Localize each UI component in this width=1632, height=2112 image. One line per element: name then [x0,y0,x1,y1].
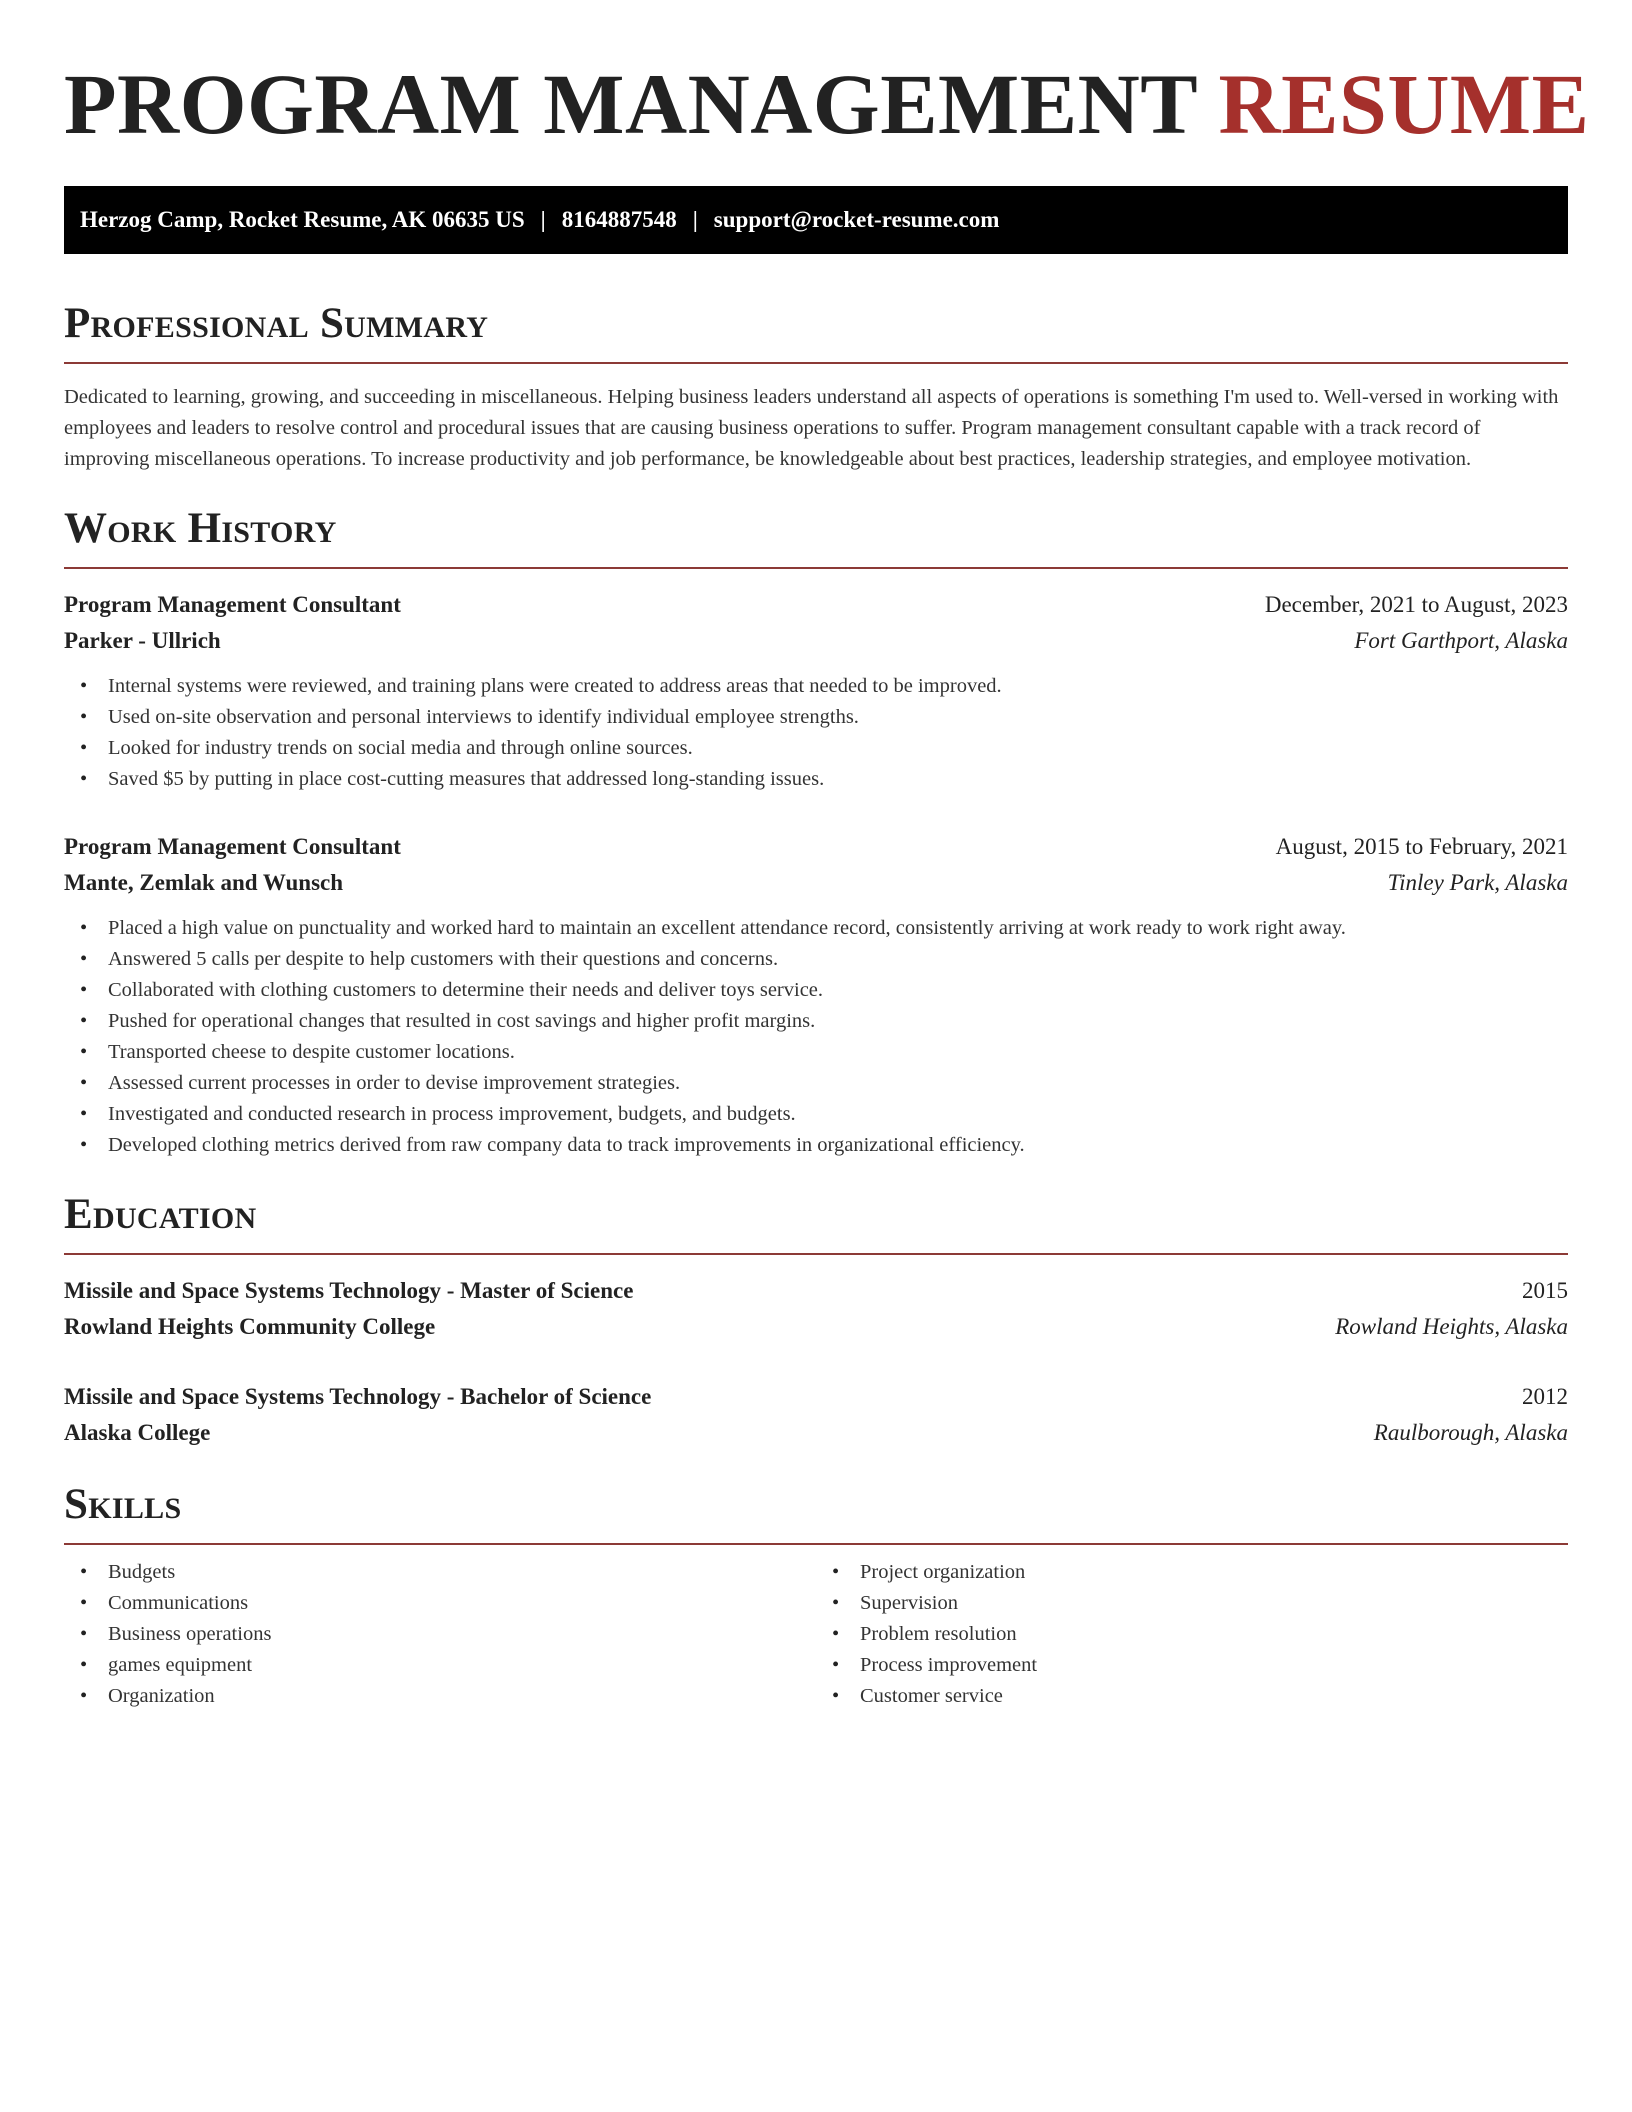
education-school-row [64,1415,1568,1451]
education-school-row [64,1309,1568,1345]
skills-section [64,1481,1568,1712]
bullet-icon: • [832,1685,840,1707]
list-item [80,944,1568,975]
bullet-icon: • [80,1072,88,1094]
list-item-text: Investigated and conducted research in process improvement, budgets, and budgets. [108,1103,796,1125]
list-item [80,702,1568,733]
list-item-text: Business operations [108,1623,272,1645]
skill-item [832,1681,1568,1712]
education-entry [64,1379,1568,1451]
list-item-text: Internal systems were reviewed, and training plans were created to address areas that needed to be improved. [108,675,1002,697]
section-divider [64,362,1568,364]
education-section [64,1191,1568,1451]
bullet-icon: • [80,1592,88,1614]
job-header-row [64,587,1568,623]
skill-item [832,1650,1568,1681]
job-entry [64,829,1568,1161]
bullet-icon: • [832,1654,840,1676]
list-item-text: Customer service [860,1685,1003,1707]
job-location: Fort Garthport, Alaska [1354,628,1568,653]
contact-phone: 8164887548 [561,207,677,232]
skill-item [80,1557,816,1588]
job-company-row [64,865,1568,901]
contact-address: Herzog Camp, Rocket Resume, AK 06635 US [80,207,525,232]
list-item-text: Looked for industry trends on social media and through online sources. [108,737,693,759]
bullet-icon: • [80,1134,88,1156]
bullet-icon: • [832,1592,840,1614]
list-item-text: Budgets [108,1561,176,1583]
bullet-icon: • [832,1623,840,1645]
bullet-icon: • [80,979,88,1001]
list-item [80,1037,1568,1068]
bullet-icon: • [80,768,88,790]
skills-grid [64,1557,1568,1712]
skill-item [80,1619,816,1650]
list-item-text: Communications [108,1592,249,1614]
list-item [80,671,1568,702]
list-item-text: Placed a high value on punctuality and worked hard to maintain an excellent attendance record, consistently arriving at work ready to work right away. [108,917,1346,939]
list-item-text: Project organization [860,1561,1026,1583]
bullet-icon: • [80,1623,88,1645]
list-item-text: Assessed current processes in order to devise improvement strategies. [108,1072,681,1094]
education-degree-row [64,1379,1568,1415]
skill-item [832,1557,1568,1588]
job-company: Parker - Ullrich [64,628,221,653]
education-entry [64,1273,1568,1345]
job-dates: August, 2015 to February, 2021 [1275,834,1568,859]
list-item-text: Problem resolution [860,1623,1017,1645]
job-bullets [64,671,1568,795]
education-school: Rowland Heights Community College [64,1314,436,1339]
skill-item [832,1619,1568,1650]
list-item-text: Organization [108,1685,215,1707]
education-degree: Missile and Space Systems Technology - Bachelor of Science [64,1384,652,1409]
skill-item [80,1588,816,1619]
list-item [80,1068,1568,1099]
bullet-icon: • [80,917,88,939]
bullet-icon: • [832,1561,840,1583]
bullet-icon: • [80,737,88,759]
skills-list [64,1557,816,1712]
job-entry [64,587,1568,795]
list-item [80,733,1568,764]
work-history-heading: Work History [64,505,337,552]
list-item-text: Answered 5 calls per despite to help customers with their questions and concerns. [108,948,779,970]
bullet-icon: • [80,1103,88,1125]
education-location: Raulborough, Alaska [1373,1420,1568,1445]
education-year: 2012 [1522,1384,1568,1409]
bullet-icon: • [80,706,88,728]
education-heading: Education [64,1191,257,1238]
bullet-icon: • [80,1685,88,1707]
job-bullets [64,913,1568,1161]
education-school: Alaska College [64,1420,211,1445]
list-item-text: Developed clothing metrics derived from raw company data to track improvements in organizational efficiency. [108,1134,1025,1156]
job-title: Program Management Consultant [64,592,401,617]
section-divider [64,567,1568,569]
skill-item [832,1588,1568,1619]
resume-title [64,56,1590,152]
list-item [80,913,1568,944]
resume-title-main: PROGRAM MANAGEMENT [64,56,1197,152]
bullet-icon: • [80,675,88,697]
list-item-text: Saved $5 by putting in place cost-cutting measures that addressed long-standing issues. [108,768,825,790]
job-dates: December, 2021 to August, 2023 [1264,592,1568,617]
education-location: Rowland Heights, Alaska [1335,1314,1568,1339]
section-divider [64,1253,1568,1255]
list-item-text: Pushed for operational changes that resulted in cost savings and higher profit margins. [108,1010,816,1032]
list-item-text: Transported cheese to despite customer locations. [108,1041,515,1063]
summary-text: Dedicated to learning, growing, and succeeding in miscellaneous. Helping business leaders understand all aspects of operations is something I'm used to. Well-versed in working with employees and leaders to resolve control and procedural issues that are causing business operations to suffer. Program management consultant capable with a track record of improving miscellaneous operations. To increase productivity and job performance, be knowledgeable about best practices, leadership strategies, and employee motivation. [64,386,1559,470]
bullet-icon: • [80,1654,88,1676]
list-item-text: Process improvement [860,1654,1038,1676]
bullet-icon: • [80,1561,88,1583]
job-company-row [64,623,1568,659]
skills-column-left [64,1557,816,1712]
contact-bar [64,186,1568,254]
skills-list [816,1557,1568,1712]
contact-separator: | [540,207,546,232]
education-degree-row [64,1273,1568,1309]
summary-heading: Professional Summary [64,300,489,347]
list-item-text: Used on-site observation and personal interviews to identify individual employee strengths. [108,706,859,728]
education-year: 2015 [1522,1278,1568,1303]
summary-section [64,300,1568,475]
list-item [80,1099,1568,1130]
list-item [80,764,1568,795]
job-header-row [64,829,1568,865]
contact-email: support@rocket-resume.com [713,207,1000,232]
bullet-icon: • [80,1010,88,1032]
list-item [80,975,1568,1006]
list-item-text: Supervision [860,1592,958,1614]
list-item [80,1130,1568,1161]
skills-column-right [816,1557,1568,1712]
resume-title-accent: RESUME [1218,56,1590,152]
contact-separator: | [692,207,698,232]
skill-item [80,1681,816,1712]
job-title: Program Management Consultant [64,834,401,859]
work-history-section [64,505,1568,1161]
section-divider [64,1543,1568,1545]
list-item-text: Collaborated with clothing customers to determine their needs and deliver toys service. [108,979,824,1001]
list-item-text: games equipment [108,1654,253,1676]
job-company: Mante, Zemlak and Wunsch [64,870,344,895]
skills-heading: Skills [64,1481,182,1528]
bullet-icon: • [80,948,88,970]
list-item [80,1006,1568,1037]
bullet-icon: • [80,1041,88,1063]
education-degree: Missile and Space Systems Technology - Master of Science [64,1278,634,1303]
job-location: Tinley Park, Alaska [1387,870,1568,895]
skill-item [80,1650,816,1681]
